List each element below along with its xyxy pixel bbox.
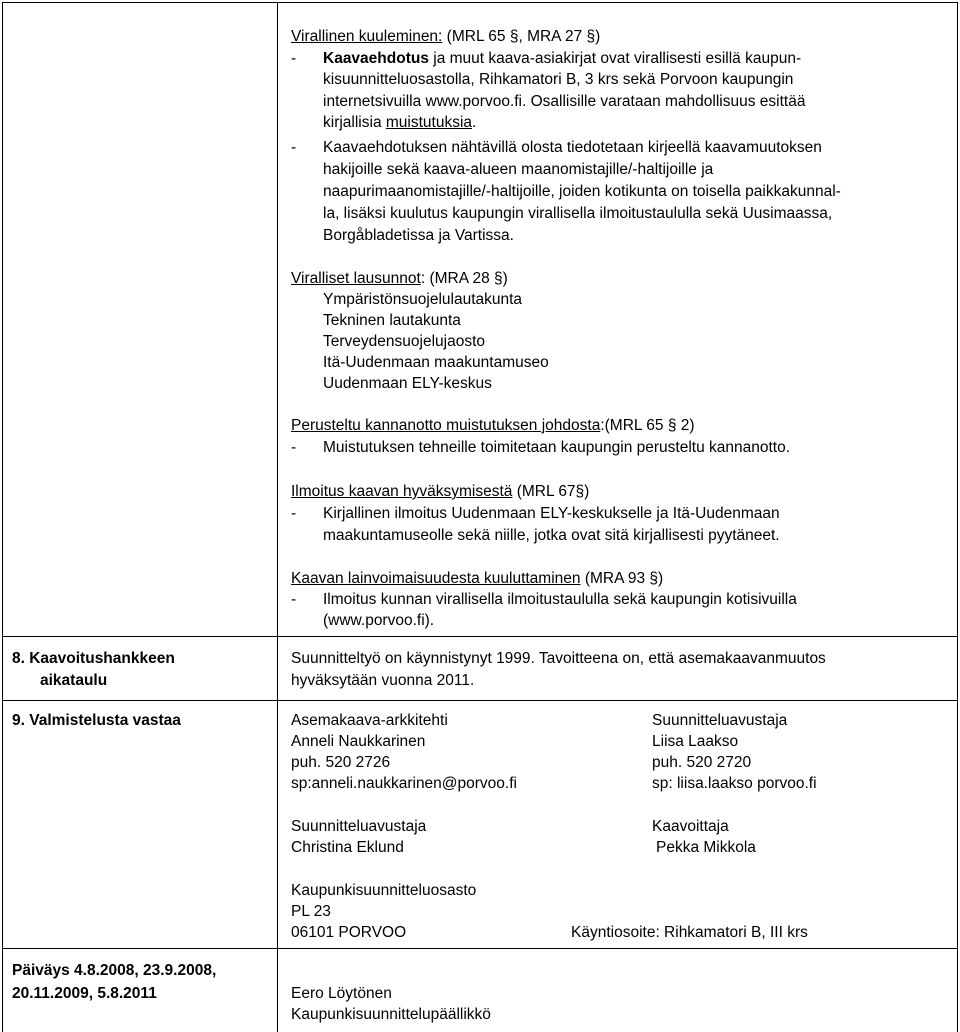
section9-label: 9. Valmistelusta vastaa (12, 712, 181, 729)
office-box: PL 23 (291, 903, 331, 920)
dash: - (291, 505, 297, 522)
hearing-item2-line1: Kaavaehdotuksen nähtävillä olosta tiedotetaan kirjeellä kaavamuutoksen (323, 139, 822, 156)
table-column-divider (277, 2, 278, 1032)
approval-notice-line2: maakuntamuseolle sekä niille, jotka ovat sitä kirjallisesti pyytäneet. (323, 527, 780, 544)
dash: - (291, 591, 297, 608)
reasoned-opinion-text: Muistutuksen tehneille toimitetaan kaupungin perusteltu kannanotto. (323, 439, 791, 456)
hearing-item2-line2: hakijoille sekä kaava-alueen maanomistajille/-haltijoille ja (323, 161, 714, 178)
official-statements-heading: Viralliset lausunnot: (MRA 28 §) (291, 270, 508, 287)
table-left-border (2, 2, 3, 1032)
section8-text-line2: hyväksytään vuonna 2011. (291, 672, 475, 689)
table-right-border (957, 2, 958, 1032)
contact1-email[interactable]: sp:anneli.naukkarinen@porvoo.fi (291, 775, 517, 792)
approval-notice-line1: Kirjallinen ilmoitus Uudenmaan ELY-keskukselle ja Itä-Uudenmaan (323, 505, 780, 522)
hearing-item2-line5: Borgåbladetissa ja Vartissa. (323, 227, 514, 244)
dash: - (291, 139, 297, 156)
legal-force-heading: Kaavan lainvoimaisuudesta kuuluttaminen (MRA 93 §) (291, 570, 664, 587)
section8-text-line1: Suunnitteltyö on käynnistynyt 1999. Tavoitteena on, että asemakaavanmuutos (291, 650, 826, 667)
contact2-email[interactable]: sp: liisa.laakso porvoo.fi (652, 775, 817, 792)
approval-notice-heading: Ilmoitus kaavan hyväksymisestä (MRL 67§) (291, 483, 590, 500)
contact1-phone: puh. 520 2726 (291, 754, 391, 771)
muistutuksia-link[interactable]: muistutuksia (385, 114, 473, 131)
office-name: Kaupunkisuunnitteluosasto (291, 882, 477, 899)
contact1-name: Anneli Naukkarinen (291, 733, 426, 750)
table-row-divider (2, 636, 958, 637)
table-row-divider (2, 948, 958, 949)
legal-force-line2: (www.porvoo.fi). (323, 612, 435, 629)
hearing-item1-line4: kirjallisia muistutuksia. (323, 114, 477, 131)
office-visiting-address: Käyntiosoite: Rihkamatori B, III krs (571, 924, 808, 941)
section8-label: 8. Kaavoitushankkeen (12, 650, 175, 667)
contact2-role: Suunnitteluavustaja (652, 712, 788, 729)
table-row-divider (2, 700, 958, 701)
signer-name: Eero Löytönen (291, 985, 392, 1002)
statement-body: Ympäristönsuojelulautakunta (323, 291, 523, 308)
hearing-item1-line3: internetsivuilla www.porvoo.fi. Osallisille varataan mahdollisuus esittää (323, 93, 806, 110)
hearing-item1-line2: kisuunnitteluosastolla, Rihkamatori B, 3 krs sekä Porvoon kaupungin (323, 71, 794, 88)
statement-body: Tekninen lautakunta (323, 312, 461, 329)
reasoned-opinion-heading: Perusteltu kannanotto muistutuksen johdosta:(MRL 65 § 2) (291, 417, 695, 434)
table-top-border (2, 2, 958, 3)
office-postal: 06101 PORVOO (291, 924, 407, 941)
statement-body: Terveydensuojelujaosto (323, 333, 485, 350)
legal-force-line1: Ilmoitus kunnan virallisella ilmoitustaululla sekä kaupungin kotisivuilla (323, 591, 797, 608)
dash: - (291, 439, 297, 456)
hearing-item1-line1: Kaavaehdotus ja muut kaava-asiakirjat ovat virallisesti esillä kaupun- (323, 50, 802, 67)
hearing-item2-line3: naapurimaanomistajille/-haltijoille, joiden kotikunta on toisella paikkakunnal- (323, 183, 841, 200)
dash: - (291, 50, 297, 67)
contact2-phone: puh. 520 2720 (652, 754, 752, 771)
date-line1: Päiväys 4.8.2008, 23.9.2008, (12, 962, 217, 979)
statement-body: Itä-Uudenmaan maakuntamuseo (323, 354, 549, 371)
signer-title: Kaupunkisuunnittelupäällikkö (291, 1006, 491, 1023)
contact4-name: Pekka Mikkola (656, 839, 756, 856)
contact4-role: Kaavoittaja (652, 818, 729, 835)
contact2-name: Liisa Laakso (652, 733, 739, 750)
contact3-name: Christina Eklund (291, 839, 404, 856)
hearing-item2-line4: la, lisäksi kuulutus kaupungin virallisella ilmoitustaululla sekä Uusimaassa, (323, 205, 833, 222)
contact3-role: Suunnitteluavustaja (291, 818, 427, 835)
official-hearing-heading: Virallinen kuuleminen: (MRL 65 §, MRA 27 §) (291, 28, 601, 45)
contact1-role: Asemakaava-arkkitehti (291, 712, 448, 729)
date-line2: 20.11.2009, 5.8.2011 (12, 985, 157, 1002)
section8-label: aikataulu (40, 672, 108, 689)
statement-body: Uudenmaan ELY-keskus (323, 375, 492, 392)
